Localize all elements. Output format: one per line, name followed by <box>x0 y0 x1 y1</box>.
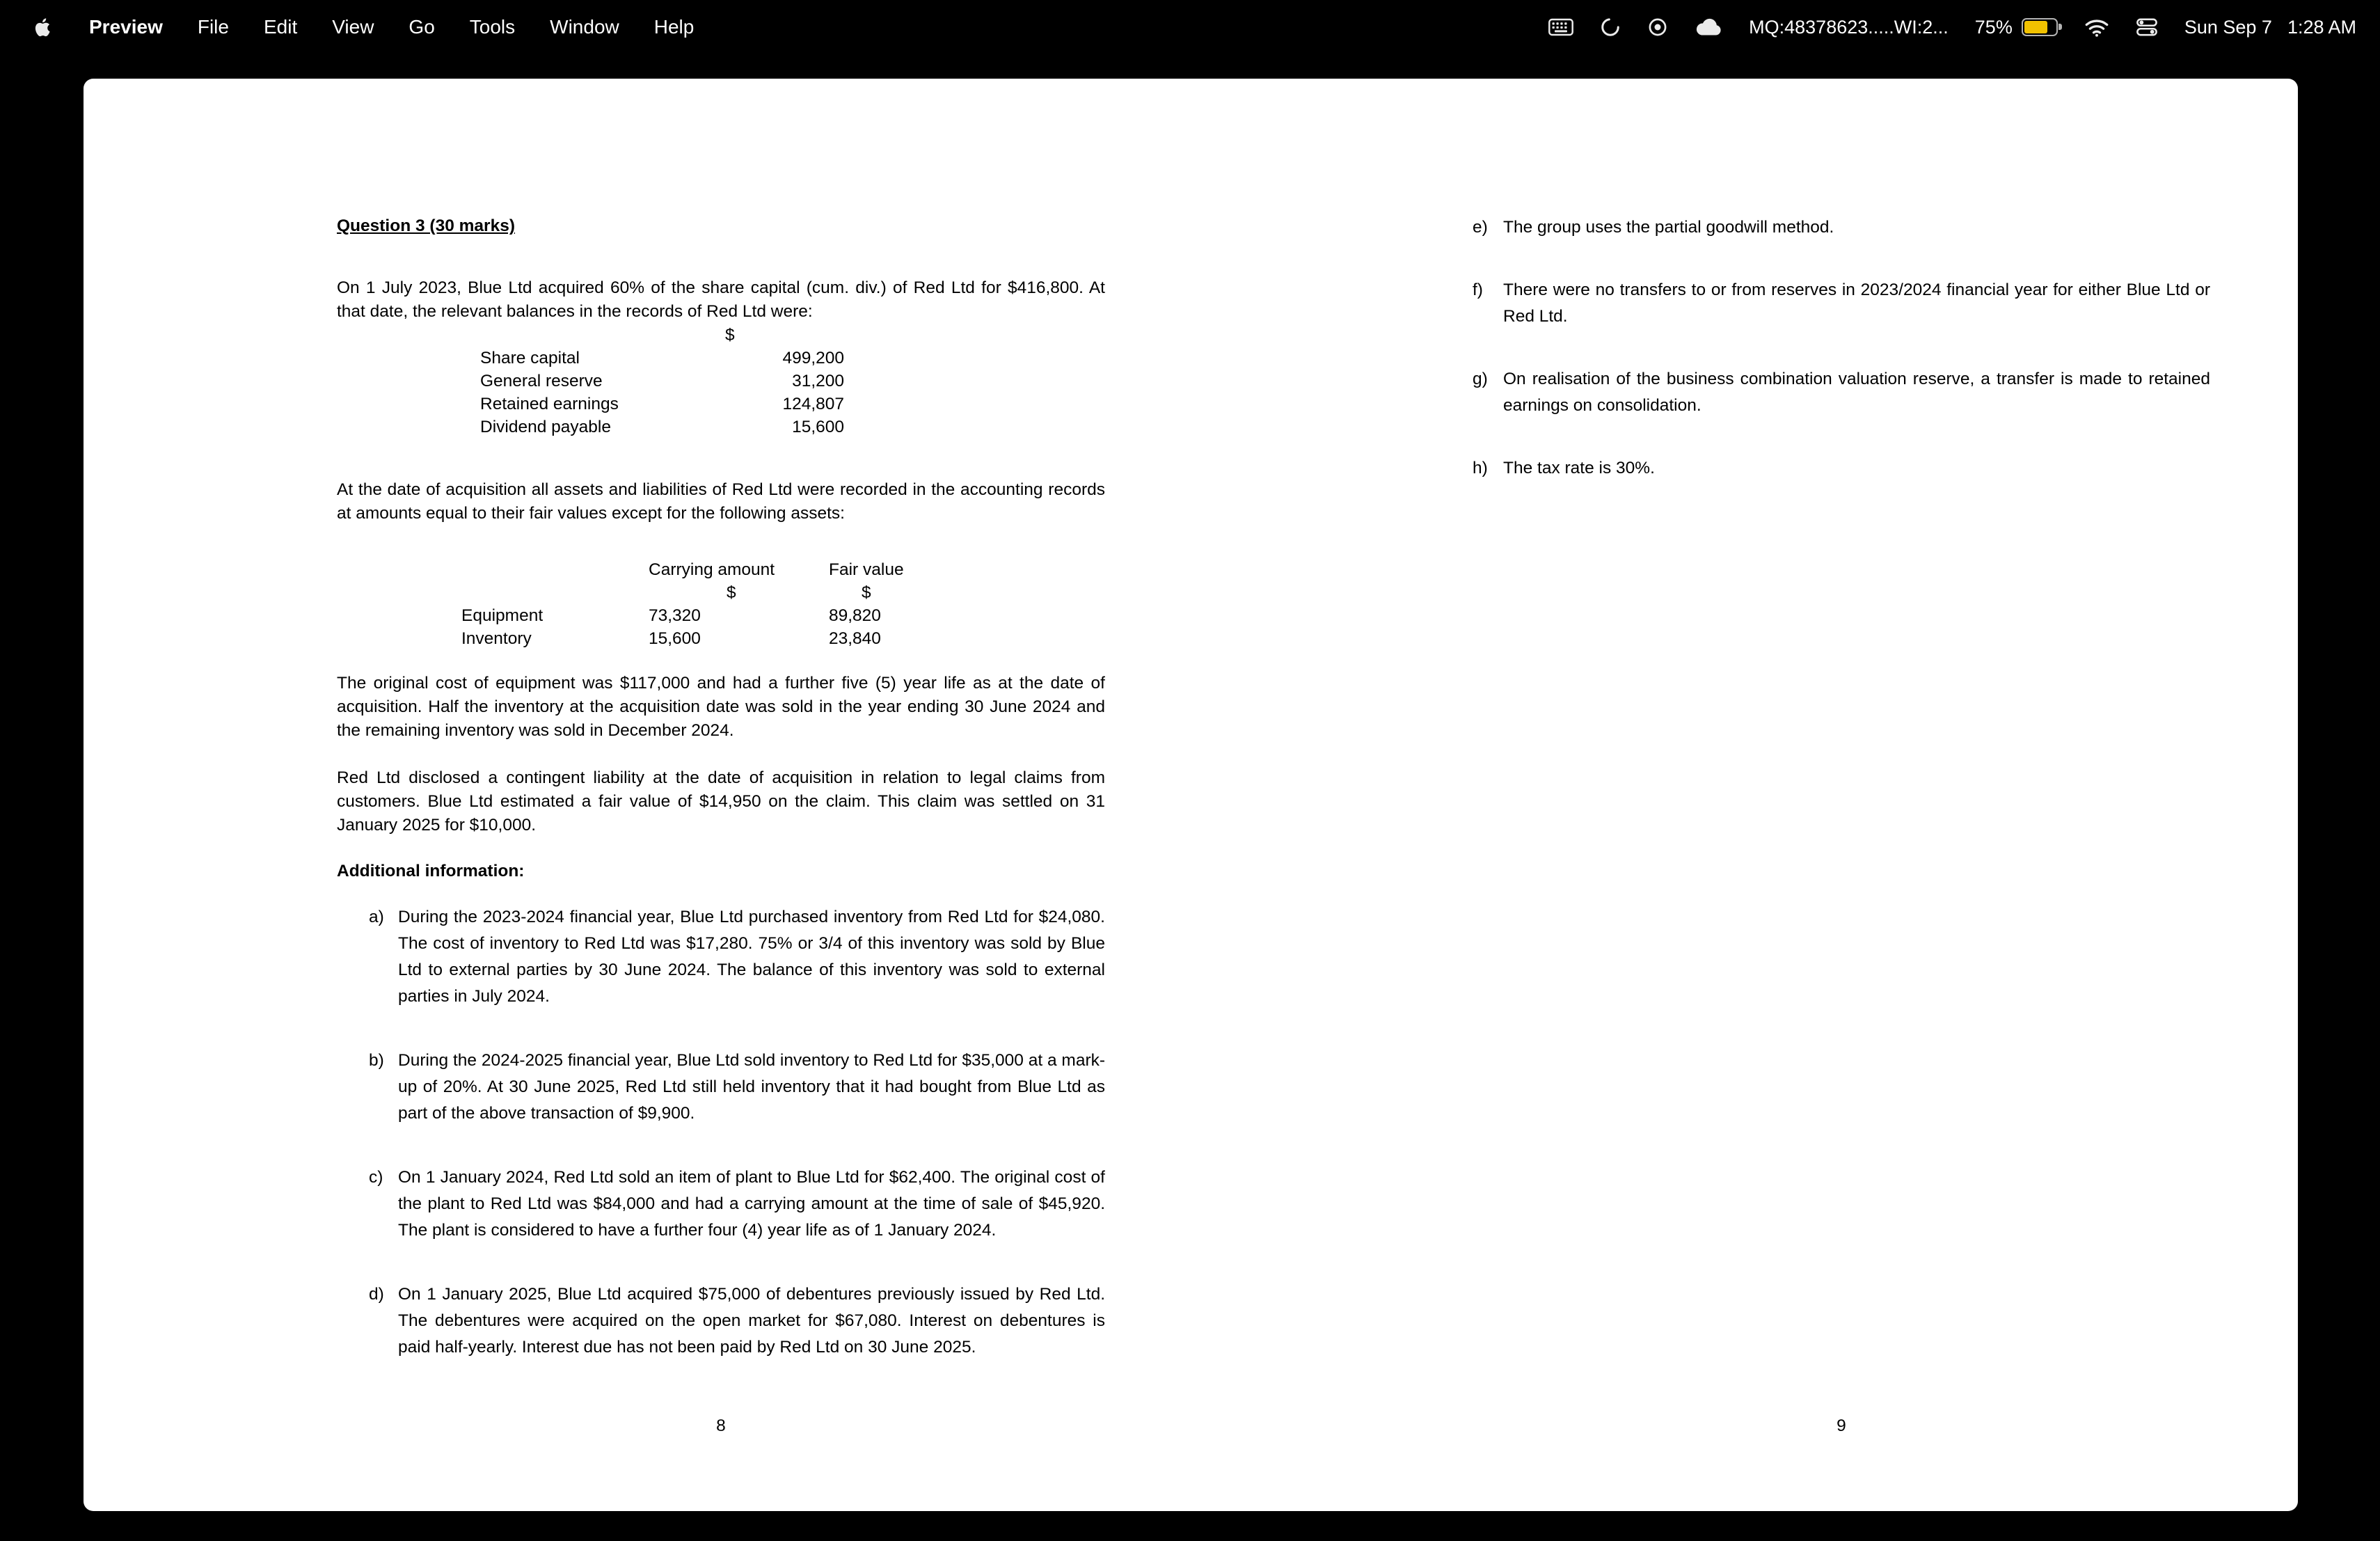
fair-value-table <box>461 558 1105 650</box>
fair-value: 23,840 <box>829 629 881 648</box>
list-marker: b) <box>369 1051 384 1070</box>
list-text: During the 2023-2024 financial year, Blue Ltd purchased inventory from Red Ltd for $24,080. The cost of inventory to Red Ltd was $17,280. 75% or 3/4 of this inventory was sold by Blue Ltd to external parties by 30 June 2024. The balance of this inventory was sold to external parties in July 2024. <box>398 908 1105 1006</box>
menu-edit[interactable]: Edit <box>263 16 298 38</box>
balance-value: 15,600 <box>792 418 844 436</box>
control-center-icon[interactable] <box>2136 16 2158 38</box>
list-marker: c) <box>369 1168 383 1187</box>
list-item-d <box>337 1281 1105 1361</box>
balance-label: Dividend payable <box>480 418 611 436</box>
menu-bar-clock[interactable] <box>2184 17 2356 38</box>
list-item-a <box>337 904 1105 1010</box>
question-heading: Question 3 (30 marks) <box>337 216 515 235</box>
list-marker: d) <box>369 1285 384 1304</box>
fair-value-intro-paragraph: At the date of acquisition all assets and liabilities of Red Ltd were recorded in the accounting records at amounts equal to their fair values except for the following assets: <box>337 480 1105 523</box>
carrying-value: 15,600 <box>649 629 701 648</box>
list-item-g <box>1473 366 2210 419</box>
equipment-paragraph: The original cost of equipment was $117,000 and had a further five (5) year life as at the date of acquisition. Half the inventory at the acquisition date was sold in the year ending 30 June 2024 and the remaining inventory was sold in December 2024. <box>337 674 1105 740</box>
additional-information-heading: Additional information: <box>337 862 525 880</box>
carrying-value: 73,320 <box>649 606 701 625</box>
time-label: 1:28 AM <box>2287 16 2356 38</box>
menu-help[interactable]: Help <box>653 16 695 38</box>
list-text: There were no transfers to or from reserves in 2023/2024 financial year for either Blue Ltd or Red Ltd. <box>1503 280 2210 326</box>
menu-view[interactable]: View <box>332 16 374 38</box>
menu-bar <box>0 0 2380 54</box>
preview-window <box>84 79 2298 1511</box>
battery-percent-label: 75% <box>1974 16 2013 38</box>
swirl-icon[interactable] <box>1600 17 1621 38</box>
balance-value: 31,200 <box>792 372 844 390</box>
balance-value: 124,807 <box>782 395 844 413</box>
list-marker: e) <box>1473 218 1488 237</box>
keyboard-icon[interactable] <box>1548 18 1573 36</box>
list-text: On 1 January 2024, Red Ltd sold an item of plant to Blue Ltd for $62,400. The original cost of the plant to Red Ltd was $84,000 and had a carrying amount at the time of sale of $45,920. The plant is considered to have a further four (4) year life as of 1 January 2024. <box>398 1168 1105 1240</box>
list-item-f <box>1473 277 2210 330</box>
fair-value: 89,820 <box>829 606 881 625</box>
list-text: The group uses the partial goodwill method. <box>1503 218 1834 237</box>
asset-label: Inventory <box>461 629 532 648</box>
list-marker: f) <box>1473 280 1483 299</box>
pdf-page-8 <box>337 79 1105 1398</box>
list-text: On 1 January 2025, Blue Ltd acquired $75,000 of debentures previously issued by Red Ltd. The debentures were acquired on the open market for $67,080. Interest on debentures is paid half-yearly. Interest due has not been paid by Red Ltd on 30 June 2025. <box>398 1285 1105 1357</box>
spacer-cell <box>461 581 649 604</box>
asset-label: Equipment <box>461 606 544 625</box>
currency-header: $ <box>725 326 735 345</box>
date-label: Sun Sep 7 <box>2184 16 2272 38</box>
balance-value: 499,200 <box>782 349 844 368</box>
menu-go[interactable]: Go <box>408 16 435 38</box>
app-menu-preview[interactable]: Preview <box>89 16 163 38</box>
balance-label: Retained earnings <box>480 395 619 413</box>
menu-bar-status-area <box>1548 16 2356 38</box>
balance-label: Share capital <box>480 349 580 368</box>
list-text: During the 2024-2025 financial year, Blue Ltd sold inventory to Red Ltd for $35,000 at a mark-up of 20%. At 30 June 2025, Red Ltd still held inventory that it had bought from Blue Ltd as part of the above transaction of $9,900. <box>398 1051 1106 1123</box>
cloud-icon[interactable] <box>1695 17 1722 37</box>
list-text: The tax rate is 30%. <box>1503 459 1655 477</box>
list-marker: a) <box>369 908 384 926</box>
currency-symbol: $ <box>862 583 871 602</box>
list-text: On realisation of the business combination valuation reserve, a transfer is made to retained earnings on consolidation. <box>1503 370 2210 415</box>
page-number-9: 9 <box>1836 1416 1846 1435</box>
page-number-8: 8 <box>716 1416 726 1435</box>
carrying-amount-header: Carrying amount <box>649 560 775 579</box>
intro-paragraph: On 1 July 2023, Blue Ltd acquired 60% of the share capital (cum. div.) of Red Ltd for $416,800. At that date, the relevant balances in the records of Red Ltd were: <box>337 278 1105 321</box>
list-item-h <box>1473 455 2210 482</box>
fair-value-header: Fair value <box>829 560 904 579</box>
additional-items-list <box>337 904 1105 1361</box>
pdf-page-9 <box>1473 79 2210 518</box>
wifi-icon[interactable] <box>2084 17 2109 37</box>
battery-fill <box>2024 21 2047 33</box>
menu-file[interactable]: File <box>197 16 229 38</box>
spacer-cell <box>461 558 649 581</box>
list-marker: h) <box>1473 459 1488 477</box>
currency-symbol: $ <box>727 583 736 602</box>
list-marker: g) <box>1473 370 1488 388</box>
menu-tools[interactable]: Tools <box>469 16 516 38</box>
apple-menu-icon[interactable] <box>32 16 54 38</box>
list-item-b <box>337 1048 1105 1127</box>
list-item-e <box>1473 214 2210 241</box>
balance-label: General reserve <box>480 372 603 390</box>
contingent-liability-paragraph: Red Ltd disclosed a contingent liability at the date of acquisition in relation to legal claims from customers. Blue Ltd estimated a fair value of $14,950 on the claim. This claim was settled on 31 January 2025 for $10,000. <box>337 768 1105 835</box>
record-icon[interactable] <box>1647 17 1668 38</box>
status-title[interactable]: MQ:48378623.....WI:2... <box>1749 16 1949 38</box>
balances-table <box>480 324 1105 438</box>
additional-items-list-continued <box>1473 214 2210 482</box>
menu-bar-left <box>32 16 694 38</box>
list-item-c <box>337 1164 1105 1244</box>
battery-icon <box>2022 18 2058 36</box>
battery-status[interactable] <box>1975 17 2058 38</box>
menu-window[interactable]: Window <box>550 16 619 38</box>
